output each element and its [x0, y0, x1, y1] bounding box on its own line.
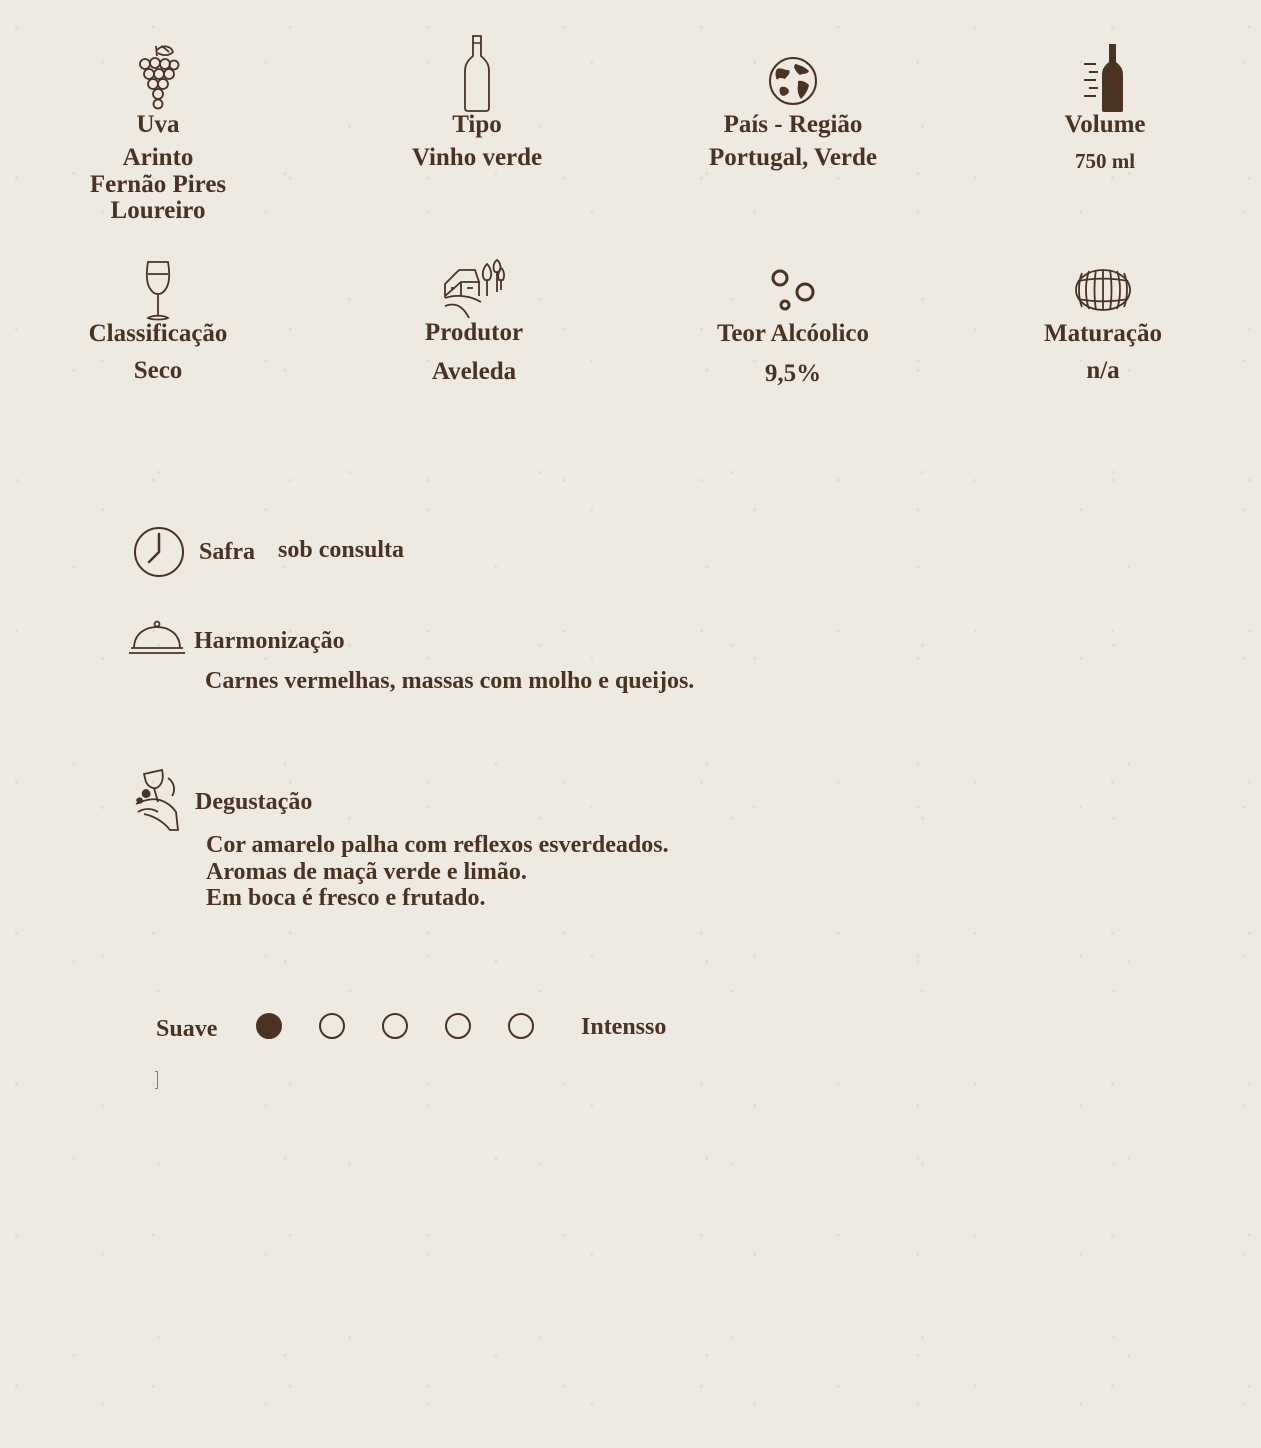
intensity-max-label: Intensso: [581, 1014, 667, 1040]
spec-pais-value: Portugal, Verde: [708, 144, 878, 171]
spec-teor-label: Teor Alcóolico: [716, 320, 870, 347]
degustacao-line-2: Aromas de maçã verde e limão.: [206, 858, 527, 885]
spec-uva-label: Uva: [136, 111, 180, 138]
clock-icon: [133, 526, 185, 578]
spec-volume-label: Volume: [1064, 111, 1146, 138]
wine-bottle-filled-icon: [1082, 42, 1128, 114]
spec-maturacao-label: Maturação: [1043, 320, 1163, 347]
spec-uva-value-3: Loureiro: [110, 197, 206, 224]
spec-tipo-value: Vinho verde: [411, 144, 543, 171]
bubbles-icon: [769, 268, 817, 314]
spec-classificacao-label: Classificação: [88, 320, 228, 347]
safra-label: Safra: [199, 539, 255, 565]
spec-classificacao-value: Seco: [133, 357, 183, 384]
intensity-dot-5: [508, 1013, 534, 1039]
degustacao-label: Degustação: [195, 789, 313, 815]
winery-icon: [441, 258, 507, 320]
cloche-icon: [127, 620, 187, 656]
spec-volume: [975, 40, 1235, 190]
spec-uva-value-1: Arinto: [122, 144, 194, 171]
intensity-dot-2: [319, 1013, 345, 1039]
harmonizacao-label: Harmonização: [194, 628, 345, 654]
wine-glass-icon: [143, 260, 173, 322]
divider-mark: [155, 1071, 158, 1089]
wine-bottle-outline-icon: [462, 34, 492, 112]
spec-pais: [663, 55, 923, 195]
grapes-icon: [135, 42, 181, 112]
intensity-dot-1: [256, 1013, 282, 1039]
spec-uva: [28, 40, 288, 230]
spec-produtor: [344, 258, 604, 398]
spec-tipo: [347, 30, 607, 190]
spec-produtor-label: Produtor: [424, 319, 524, 346]
spec-volume-value: 750 ml: [1074, 149, 1136, 173]
spec-teor: [663, 268, 923, 398]
tasting-hand-icon: [134, 768, 182, 834]
barrel-icon: [1074, 268, 1132, 312]
spec-maturacao: [973, 268, 1233, 398]
degustacao-line-1: Cor amarelo palha com reflexos esverdeados.: [206, 832, 669, 858]
spec-maturacao-value: n/a: [1086, 357, 1120, 384]
harmonizacao-text: Carnes vermelhas, massas com molho e queijos.: [205, 668, 695, 694]
globe-icon: [767, 55, 819, 107]
spec-teor-value: 9,5%: [764, 360, 822, 387]
intensity-min-label: Suave: [156, 1016, 218, 1042]
spec-classificacao: [28, 258, 288, 398]
spec-uva-value-2: Fernão Pires: [89, 170, 227, 198]
intensity-dot-4: [445, 1013, 471, 1039]
degustacao-line-3: Em boca é fresco e frutado.: [206, 885, 486, 911]
safra-value: sob consulta: [278, 537, 405, 563]
spec-pais-label: País - Região: [723, 111, 863, 138]
intensity-dot-3: [382, 1013, 408, 1039]
spec-produtor-value: Aveleda: [431, 358, 517, 385]
spec-tipo-label: Tipo: [452, 111, 502, 138]
